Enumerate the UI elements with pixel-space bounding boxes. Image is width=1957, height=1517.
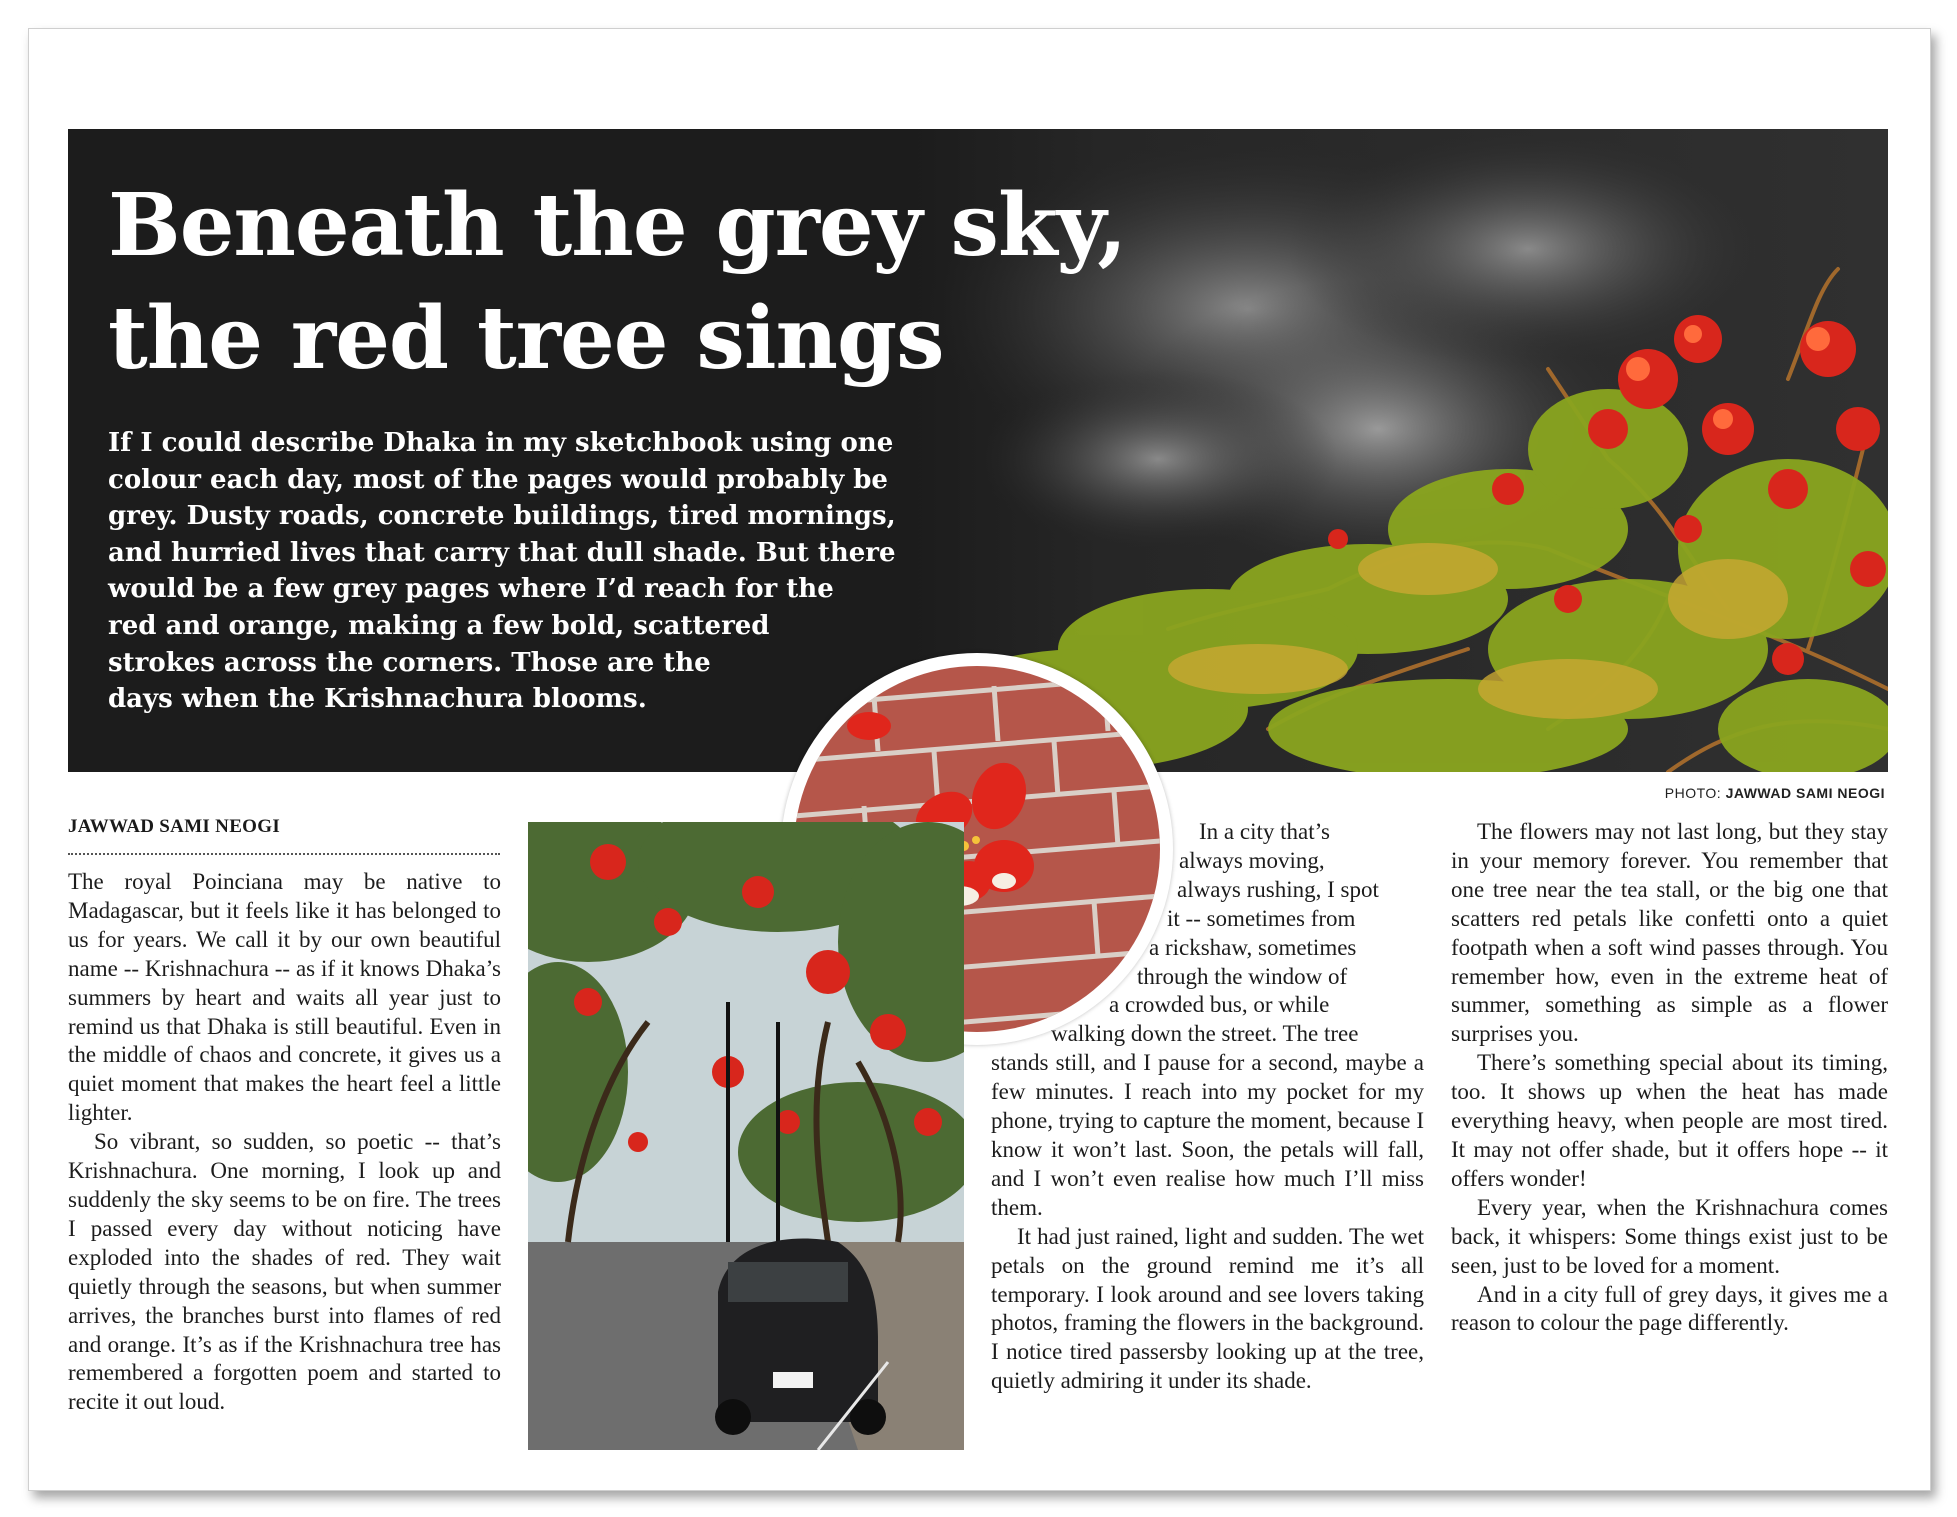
column-1 bbox=[68, 868, 501, 1417]
wrapped-line: always moving, bbox=[1179, 847, 1325, 873]
wrapped-line: In a city that’s bbox=[1199, 819, 1330, 844]
standfirst-line: days when the Krishnachura blooms. bbox=[108, 684, 647, 715]
paragraph: The royal Poinciana may be native to Madagascar, but it feels like it has belonged to us for years. We call it by our own beautiful name -- Krishnachura -- as if it knows Dhaka’s summers by heart and waits all year just to remind us that Dhaka is still beautiful. Even in the middle of chaos and concrete, it gives us a quiet moment that makes the heart feel a little lighter. bbox=[68, 869, 501, 1126]
photo-credit-label: PHOTO: bbox=[1664, 785, 1722, 801]
standfirst-line: strokes across the corners. Those are the bbox=[108, 647, 711, 678]
wrapped-line: walking down the street. The tree bbox=[1051, 1021, 1359, 1047]
byline-divider bbox=[68, 853, 500, 855]
standfirst-line: red and orange, making a few bold, scattered bbox=[108, 610, 770, 641]
wrapped-line: it -- sometimes from bbox=[1167, 905, 1356, 931]
paragraph: Every year, when the Krishnachura comes back, it whispers: Some things exist just to be seen, just to be loved for a moment. bbox=[1451, 1194, 1888, 1278]
headline-line: Beneath the grey sky, bbox=[108, 175, 1127, 276]
paragraph: stands still, and I pause for a second, maybe a few minutes. I reach into my pocket for my phone, trying to capture the moment, because I know it won’t last. Soon, the petals will fall, and I won’t even realise how much I’ll miss them. bbox=[991, 1050, 1424, 1220]
byline: JAWWAD SAMI NEOGI bbox=[68, 816, 281, 837]
paragraph: There’s something special about its timing, too. It shows up when the heat has made everything heavy, when people are most tired. It may not offer shade, but it offers hope -- it offers wonder! bbox=[1451, 1050, 1888, 1191]
wrapped-line: through the window of bbox=[1137, 963, 1348, 989]
photo-credit-name: JAWWAD SAMI NEOGI bbox=[1725, 785, 1885, 801]
paragraph: So vibrant, so sudden, so poetic -- that’s Krishnachura. One morning, I look up and suddenly the sky seems to be on fire. The trees I passed every day without noticing have exploded into the shades of red. They wait quietly through the seasons, but when summer arrives, the branches burst into flames of red and orange. It’s as if the Krishnachura tree has remembered a forgotten poem and started to recite it out loud. bbox=[68, 1129, 501, 1415]
paragraph: And in a city full of grey days, it gives me a reason to colour the page differently. bbox=[1451, 1281, 1888, 1336]
street-with-car-photo bbox=[528, 822, 964, 1450]
column-4 bbox=[1451, 818, 1888, 1338]
standfirst-line: colour each day, most of the pages would probably be bbox=[108, 464, 888, 495]
standfirst-line: and hurried lives that carry that dull shade. But there bbox=[108, 537, 896, 568]
text-wrap-around-photo bbox=[991, 818, 1424, 1049]
standfirst-line: If I could describe Dhaka in my sketchbook using one bbox=[108, 428, 894, 458]
standfirst bbox=[108, 425, 896, 718]
wrapped-line: a crowded bus, or while bbox=[1109, 992, 1330, 1018]
standfirst-line: grey. Dusty roads, concrete buildings, tired mornings, bbox=[108, 501, 896, 532]
headline-line: the red tree sings bbox=[108, 288, 944, 389]
paragraph: The flowers may not last long, but they stay in your memory forever. You remember that one tree near the tea stall, or the big one that scatters red petals like confetti onto a quiet footpath when a soft wind passes through. You remember how, even in the extreme heat of summer, something as simple as a flower surprises you. bbox=[1451, 819, 1888, 1047]
wrapped-line: a rickshaw, sometimes bbox=[1149, 934, 1357, 960]
wrapped-line: always rushing, I spot bbox=[1177, 876, 1379, 902]
photo-credit bbox=[1665, 785, 1885, 801]
paragraph: It had just rained, light and sudden. The wet petals on the ground remind me it’s all temporary. I look around and see lovers taking photos, framing the flowers in the background. I notice tired passersby looking up at the tree, quietly admiring it under its shade. bbox=[991, 1223, 1424, 1394]
standfirst-line: would be a few grey pages where I’d reach for the bbox=[108, 574, 834, 605]
column-3 bbox=[991, 818, 1424, 1396]
headline bbox=[108, 169, 1208, 395]
